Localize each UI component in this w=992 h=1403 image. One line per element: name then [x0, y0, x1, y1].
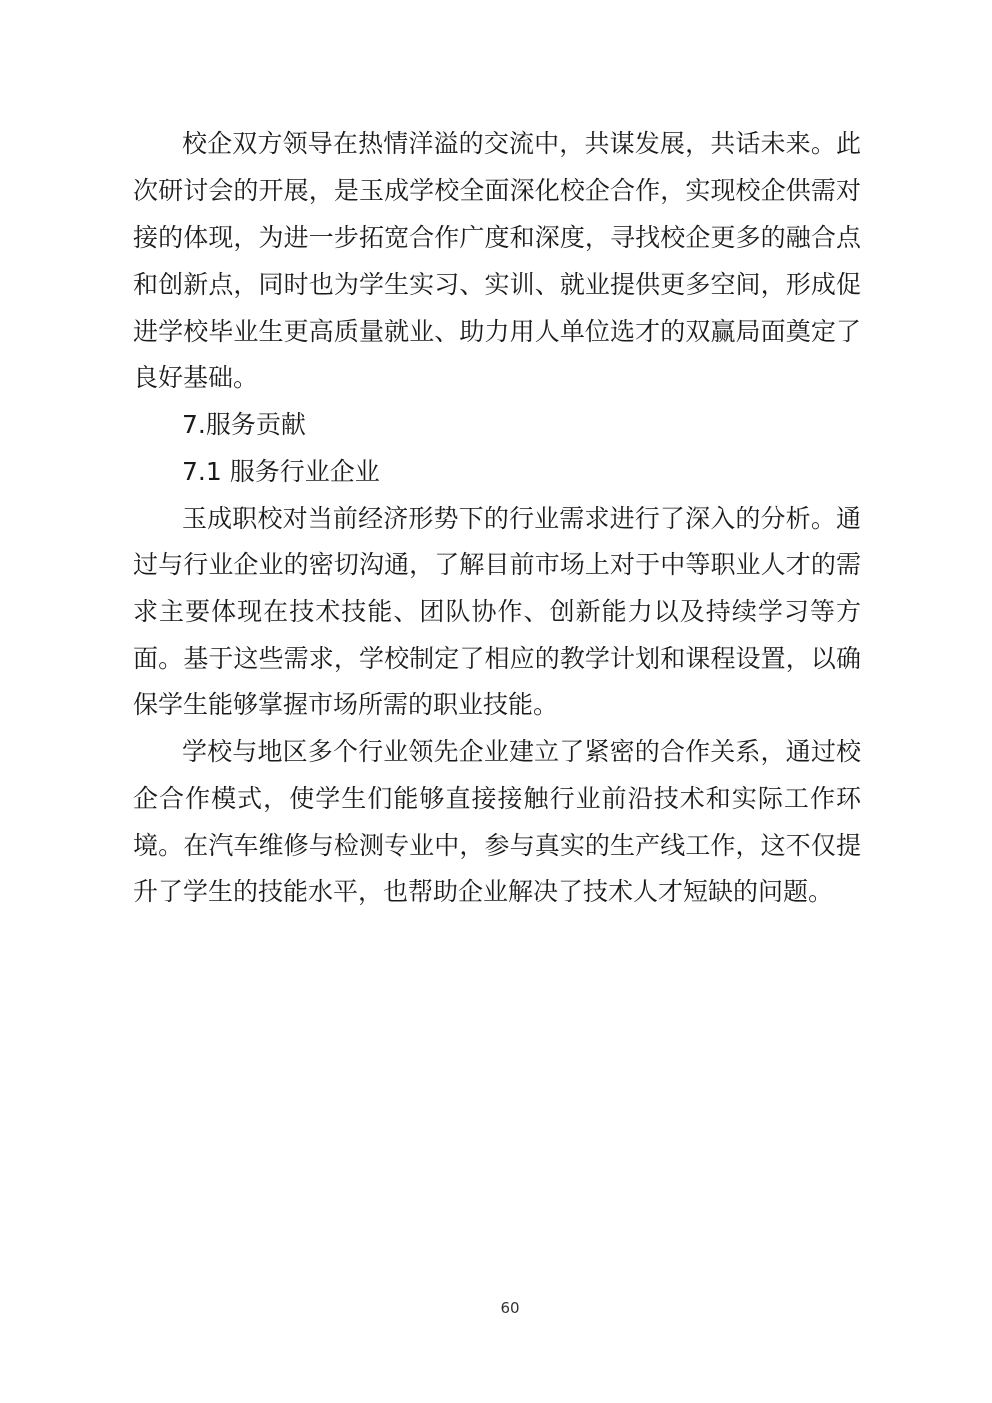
paragraph-line: 企合作模式，使学生们能够直接接触行业前沿技术和实际工作环: [133, 784, 861, 813]
paragraph-line: 求主要体现在技术技能、团队协作、创新能力以及持续学习等方: [133, 597, 861, 626]
paragraph-line: 面。基于这些需求，学校制定了相应的教学计划和课程设置，以确: [133, 644, 861, 673]
paragraph-line: 接的体现，为进一步拓宽合作广度和深度，寻找校企更多的融合点: [133, 223, 861, 252]
paragraph-line: 进学校毕业生更高质量就业、助力用人单位选才的双赢局面奠定了: [133, 317, 861, 346]
section-heading: 7.服务贡献: [182, 410, 306, 439]
paragraph-line: 良好基础。: [133, 363, 259, 392]
paragraph-line: 学校与地区多个行业领先企业建立了紧密的合作关系，通过校: [182, 737, 861, 766]
paragraph-line: 过与行业企业的密切沟通，了解目前市场上对于中等职业人才的需: [133, 550, 861, 579]
subsection-heading: 7.1 服务行业企业: [182, 457, 380, 486]
paragraph-line: 校企双方领导在热情洋溢的交流中，共谋发展，共话未来。此: [182, 129, 861, 158]
paragraph-line: 玉成职校对当前经济形势下的行业需求进行了深入的分析。通: [182, 504, 861, 533]
page-number: 60: [500, 1299, 520, 1317]
paragraph-line: 升了学生的技能水平，也帮助企业解决了技术人才短缺的问题。: [133, 877, 834, 906]
paragraph-line: 次研讨会的开展，是玉成学校全面深化校企合作，实现校企供需对: [133, 176, 861, 205]
paragraph-line: 和创新点，同时也为学生实习、实训、就业提供更多空间，形成促: [133, 270, 861, 299]
paragraph-line: 境。在汽车维修与检测专业中，参与真实的生产线工作，这不仅提: [133, 831, 861, 860]
paragraph-line: 保学生能够掌握市场所需的职业技能。: [133, 690, 559, 719]
